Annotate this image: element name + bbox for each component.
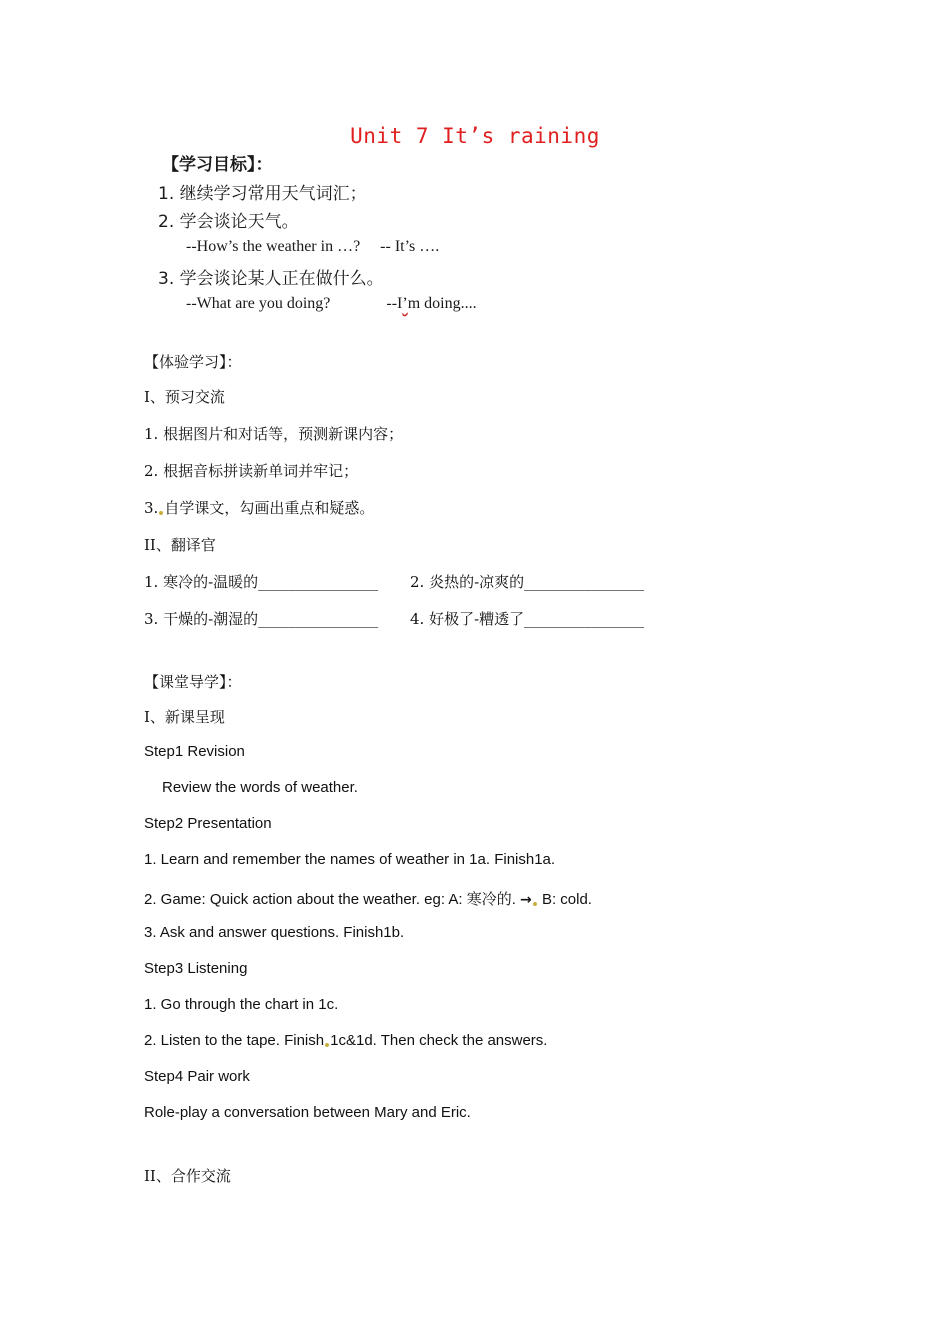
step2-item-2 [144,888,592,909]
step2-item-1: 1. Learn and remember the names of weather in 1a. Finish1a. [144,851,556,868]
step2-item-2-b: B: cold. [541,891,592,908]
step3-item-2-a: 2. Listen to the tape. Finish [144,1032,325,1049]
step1-text-a: Review the words o [162,779,293,796]
page-title: Unit 7 It’s raining [350,124,600,148]
step4-heading: Step4 Pair work [144,1068,250,1085]
classroom-section-1: I、新课呈现 [144,708,225,726]
step4-text: Role-play a conversation between Mary and Eric. [144,1104,471,1121]
experience-section-2: II、翻译官 [144,536,216,554]
experience-heading: 【体验学习】： [144,353,242,371]
translate-blank: ________________ [258,610,379,628]
preview-item-3-number: 3. [144,499,159,517]
objective-item-3: 3. 学会谈论某人正在做什么。 [158,269,384,289]
preview-item-3-text: 自学课文，勾画出重点和疑惑。 [164,499,375,517]
translate-label: 4. 好极了-糟透了 [410,610,525,628]
preview-item-3 [144,497,374,518]
translate-label: 3. 干燥的-潮湿的 [144,610,259,628]
preview-item-1: 1. 根据图片和对话等，预测新课内容； [144,425,404,443]
objectives-block [158,150,578,320]
objective-item-2-dialog [186,238,439,256]
translate-item-2 [410,571,644,592]
mark-dot [159,511,163,515]
experience-section-1: I、预习交流 [144,388,225,406]
translate-blank: ________________ [258,573,379,591]
dialog-question: --How’s the weather in …? [186,238,361,255]
mark-dot [533,902,537,906]
step1-heading: Step1 Revision [144,743,245,760]
translate-label: 2. 炎热的-凉爽的 [410,573,525,591]
dialog-answer-prefix: --I [386,295,403,312]
step1-text [162,779,358,796]
step3-item-2-b: 1c&1d. Then check the answers. [330,1032,548,1049]
dialog-answer-suffix: m doing.... [407,295,477,312]
step2-item-2-a: 2. Game: Quick action about the weather. eg: A: 寒冷的. [144,891,516,908]
step2-item-3: 3. Ask and answer questions. Finish1b. [144,924,405,941]
objective-item-3-dialog [186,295,477,313]
objective-item-1: 1. 继续学习常用天气词汇； [158,184,367,204]
translate-item-4 [410,608,644,629]
translate-item-3 [144,608,378,629]
step2-heading: Step2 Presentation [144,815,272,832]
arrow-right-icon: → [520,892,532,908]
spellcheck-mark: ’ [402,295,408,312]
objective-item-2: 2. 学会谈论天气。 [158,212,299,232]
translate-label: 1. 寒冷的-温暖的 [144,573,259,591]
classroom-section-2: II、合作交流 [144,1167,231,1185]
classroom-heading: 【课堂导学】： [144,673,242,691]
mark-dot [325,1043,329,1047]
dialog-question: --What are you doing? [186,295,331,312]
preview-item-2: 2. 根据音标拼读新单词并牢记； [144,462,359,480]
translate-blank: ________________ [524,573,645,591]
step3-item-2 [144,1032,547,1049]
objectives-heading: 【学习目标】： [162,155,273,175]
translate-blank: ________________ [524,610,645,628]
step3-item-1: 1. Go through the chart in 1c. [144,996,339,1013]
step1-text-b: f weather. [292,779,358,796]
translate-item-1 [144,571,378,592]
step3-heading: Step3 Listening [144,960,248,977]
dialog-answer: -- It’s …. [380,238,440,255]
